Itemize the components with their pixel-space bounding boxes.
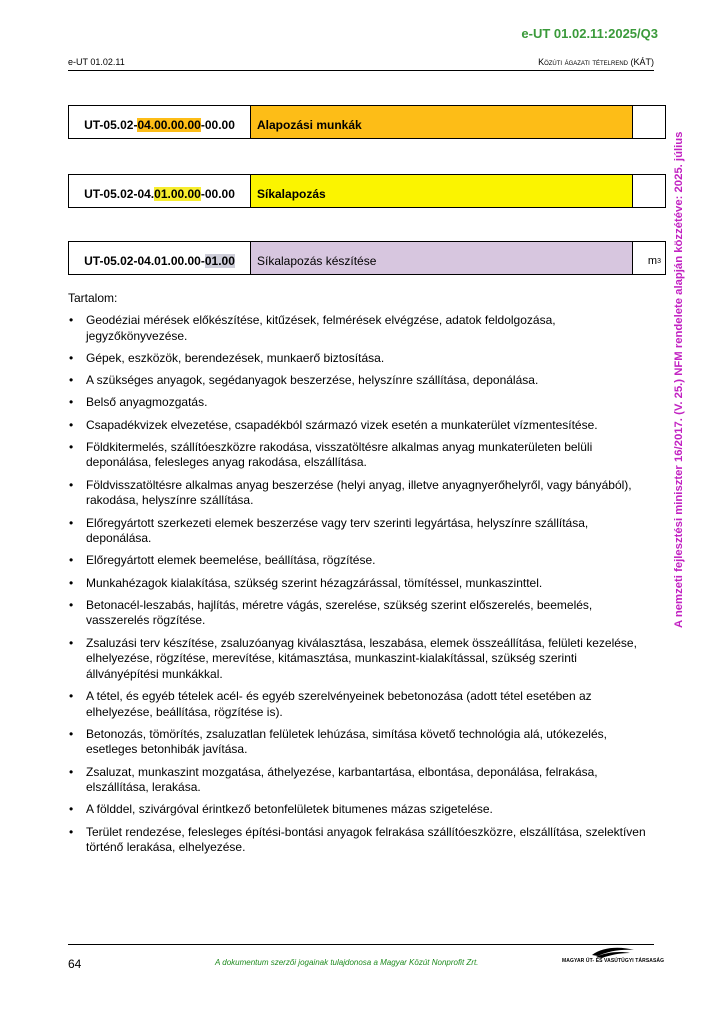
item-row-level3 <box>68 241 666 275</box>
list-item-text: Előregyártott elemek beemelése, beállítása, rögzítése. <box>86 553 376 568</box>
bullet-icon: • <box>69 824 74 839</box>
content-list-item <box>68 351 648 367</box>
content-list-item <box>68 418 648 434</box>
header-rule <box>68 70 654 71</box>
content-list-item <box>68 576 648 592</box>
bullet-icon: • <box>69 350 74 365</box>
list-item-text: Munkahézagok kialakítása, szükség szerint hézagzárással, tömítéssel, munkaszinttel. <box>86 575 543 590</box>
page-number: 64 <box>68 957 82 971</box>
content-list-item <box>68 802 648 818</box>
list-item-text: A földdel, szivárgóval érintkező betonfelületek bitumenes mázas szigetelése. <box>86 802 493 817</box>
code-prefix: UT-05.02-04. <box>84 187 155 201</box>
content-list-item <box>68 636 648 683</box>
list-item-text: A tétel, és egyéb tételek acél- és egyéb szerelvényeinek bebetonozása (adott tétel esetében az elhelyezése, beállítása, rögzítése is). <box>86 689 592 719</box>
content-list-item <box>68 689 648 720</box>
content-list-item <box>68 395 648 411</box>
copyright-note: A dokumentum szerzői jogainak tulajdonosa a Magyar Közút Nonprofit Zrt. <box>215 958 479 967</box>
content-list-item <box>68 313 648 344</box>
item-unit <box>633 106 665 138</box>
content-list-item <box>68 765 648 796</box>
header-right-text: Közúti ágazati tételrend (KÁT) <box>538 57 654 67</box>
bullet-icon: • <box>69 313 74 327</box>
list-item-text: Betonozás, tömörítés, zsaluzatlan felületek lehúzása, simítása követő technológia alá, utókezelés, esetleges betonhibák javítása. <box>86 726 607 757</box>
content-heading: Tartalom: <box>68 291 118 305</box>
list-item-text: Terület rendezése, felesleges építési-bontási anyagok felrakása szállítóeszközre, elszállítása, szelektíven történő lerakása, elhelyezése. <box>86 824 646 855</box>
list-item-text: Zsaluzási terv készítése, zsaluzóanyag kiválasztása, leszabása, elemek összeállítása, felületi kezelése, elhelyezése, rögzítése, merevítése, kitámasztása, munkaszint-kialakítással, szükség szerinti állványépítési munkákkal. <box>86 635 637 681</box>
item-code <box>69 242 251 274</box>
bullet-icon: • <box>69 553 74 568</box>
content-list-item <box>68 727 648 758</box>
bullet-icon: • <box>69 417 74 432</box>
bullet-icon: • <box>69 515 74 530</box>
bullet-icon: • <box>69 439 74 454</box>
bullet-icon: • <box>69 575 74 590</box>
item-unit <box>633 242 665 274</box>
side-publication-note: A nemzeti fejlesztési miniszter 16/2017. (V. 25.) NFM rendelete alapján közzétéve: 2025. július <box>673 131 685 628</box>
bullet-icon: • <box>69 373 74 388</box>
item-unit <box>633 175 665 207</box>
code-suffix: -00.00 <box>200 118 235 132</box>
content-list-item <box>68 373 648 389</box>
item-title: Alapozási munkák <box>251 106 633 138</box>
footer-rule <box>68 944 654 945</box>
unit-value: m <box>647 255 658 267</box>
content-list-item <box>68 553 648 569</box>
code-highlight: 01.00 <box>204 254 235 268</box>
item-code <box>69 175 251 207</box>
document-code: e-UT 01.02.11:2025/Q3 <box>521 26 658 41</box>
list-item-text: A szükséges anyagok, segédanyagok beszerzése, helyszínre szállítása, deponálása. <box>86 373 539 388</box>
content-list-item <box>68 516 648 547</box>
item-row-level2 <box>68 174 666 208</box>
list-item-text: Csapadékvizek elvezetése, csapadékból származó vizek esetén a munkaterület vízmentesítése. <box>86 417 598 432</box>
code-highlight: 04.00.00.00 <box>137 118 201 132</box>
unit-exponent: 3 <box>657 257 661 265</box>
list-item-text: Geodéziai mérések előkészítése, kitűzések, felmérések elvégzése, adatok feldolgozása, jegyzőkönyvezése. <box>86 313 556 343</box>
bullet-icon: • <box>69 597 74 612</box>
bullet-icon: • <box>69 802 74 817</box>
bullet-icon: • <box>69 395 74 410</box>
header-left-text: e-UT 01.02.11 <box>68 57 125 67</box>
list-item-text: Betonacél-leszabás, hajlítás, méretre vágás, szerelése, szükség szerint előszerelés, beemelés, vasszerelés rögzítése. <box>86 597 593 628</box>
code-suffix: -00.00 <box>200 187 235 201</box>
bullet-icon: • <box>69 635 74 650</box>
item-code <box>69 106 251 138</box>
item-title: Síkalapozás készítése <box>251 242 633 274</box>
list-item-text: Előregyártott szerkezeti elemek beszerzése vagy terv szerinti legyártása, helyszínre szállítása, deponálása. <box>86 515 589 546</box>
company-logo-text: MAGYAR ÚT- ÉS VASÚTÜGYI TÁRSASÁG <box>562 958 665 964</box>
bullet-icon: • <box>69 689 74 704</box>
item-row-level1 <box>68 105 666 139</box>
list-item-text: Belső anyagmozgatás. <box>86 395 208 410</box>
bullet-icon: • <box>69 726 74 741</box>
bullet-icon: • <box>69 764 74 779</box>
list-item-text: Földkitermelés, szállítóeszközre rakodása, visszatöltésre alkalmas anyag munkaterületen belüli deponálása, felesleges anyag rakodása, elszállítása. <box>86 439 593 470</box>
code-highlight: 01.00.00 <box>154 187 201 201</box>
bullet-icon: • <box>69 477 74 492</box>
code-prefix: UT-05.02- <box>84 118 138 132</box>
content-bullet-list <box>68 313 648 863</box>
content-list-item <box>68 825 648 856</box>
content-list-item <box>68 478 648 509</box>
list-item-text: Gépek, eszközök, berendezések, munkaerő biztosítása. <box>86 350 385 365</box>
list-item-text: Földvisszatöltésre alkalmas anyag beszerzése (helyi anyag, illetve anyagnyerőhelyről, vagy bányából), rakodása, helyszínre szállítása. <box>86 477 632 508</box>
code-prefix: UT-05.02-04.01.00.00- <box>84 254 205 268</box>
content-list-item <box>68 598 648 629</box>
list-item-text: Zsaluzat, munkaszint mozgatása, áthelyezése, karbantartása, elbontása, deponálása, felrakása, elszállítása, lerakása. <box>86 764 598 795</box>
content-list-item <box>68 440 648 471</box>
item-title: Síkalapozás <box>251 175 633 207</box>
